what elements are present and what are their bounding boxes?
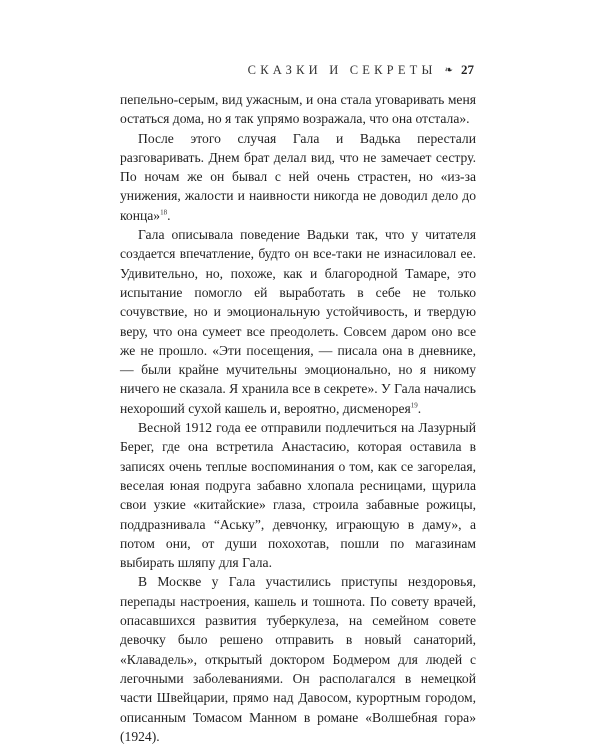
paragraph-1	[120, 90, 476, 129]
paragraph-5	[120, 572, 476, 746]
fleuron-icon: ❧	[444, 64, 453, 76]
paragraph-4-text: Весной 1912 года ее отправили подлечиться на Лазурный Берег, где она встретила Анастасию, которая оставила в записях очень теплые воспоминания о том, как се загорелая, веселая юная подруга забавно хлопала ресницами, щурила свои узкие «китайские» глаза, строила забавные рожицы, поддразнивала “Аську”, девчонку, играющую в даму», а потом они, от души похохотав, пошли по магазинам выбирать шляпу для Гала.	[120, 420, 476, 571]
paragraph-1-text: пепельно-серым, вид ужасным, и она стала уговаривать меня остаться дома, но я так упрямо возражала, что она отстала».	[120, 92, 476, 127]
paragraph-4	[120, 418, 476, 572]
paragraph-3-end: .	[417, 400, 422, 416]
running-title: СКАЗКИ И СЕКРЕТЫ	[247, 62, 437, 77]
footnote-ref-19[interactable]: 19	[410, 401, 418, 410]
paragraph-3	[120, 225, 476, 418]
body-text	[120, 90, 476, 746]
paragraph-3-text: Гала описывала поведение Вадьки так, что у читателя создается впечатление, будто он все-таки не изнасиловал ее. Удивительно, но, похоже, как и благородной Тамаре, это испытание помогло ей выработать в себе не только сочувствие, но и эмоциональную устойчивость, и твердую веру, что она сумеет все преодолеть. Совсем даром оно все же не прошло. «Эти посещения, — писала она в дневнике, — были крайне мучительны эмоционально, но я никому ничего не сказала. Я хранила все в секрете». У Гала начались нехороший сухой кашель и, вероятно, дисменорея	[120, 227, 476, 416]
paragraph-5-text: В Москве у Гала участились приступы нездоровья, перепады настроения, кашель и тошнота. По совету врачей, опасавшихся развития туберкулеза, на семейном совете девочку было решено отправить в новый санаторий, «Клавадель», открытый доктором Бодмером для людей с легочными заболеваниями. Он располагался в немецкой части Швейцарии, прямо над Давосом, курортным городом, описанным Томасом Манном в романе «Волшебная гора» (1924).	[120, 574, 476, 744]
page-number: 27	[461, 62, 474, 77]
paragraph-2	[120, 129, 476, 225]
running-head	[248, 62, 474, 78]
paragraph-2-text: После этого случая Гала и Вадька перестали разговаривать. Днем брат делал вид, что не замечает сестру. По ночам же он бывал с ней очень страстен, но «из-за унижения, жалости и наивности никогда не доводил дело до конца»	[120, 130, 476, 223]
paragraph-2-end: .	[167, 207, 171, 223]
footnote-ref-18[interactable]: 18	[160, 208, 168, 217]
